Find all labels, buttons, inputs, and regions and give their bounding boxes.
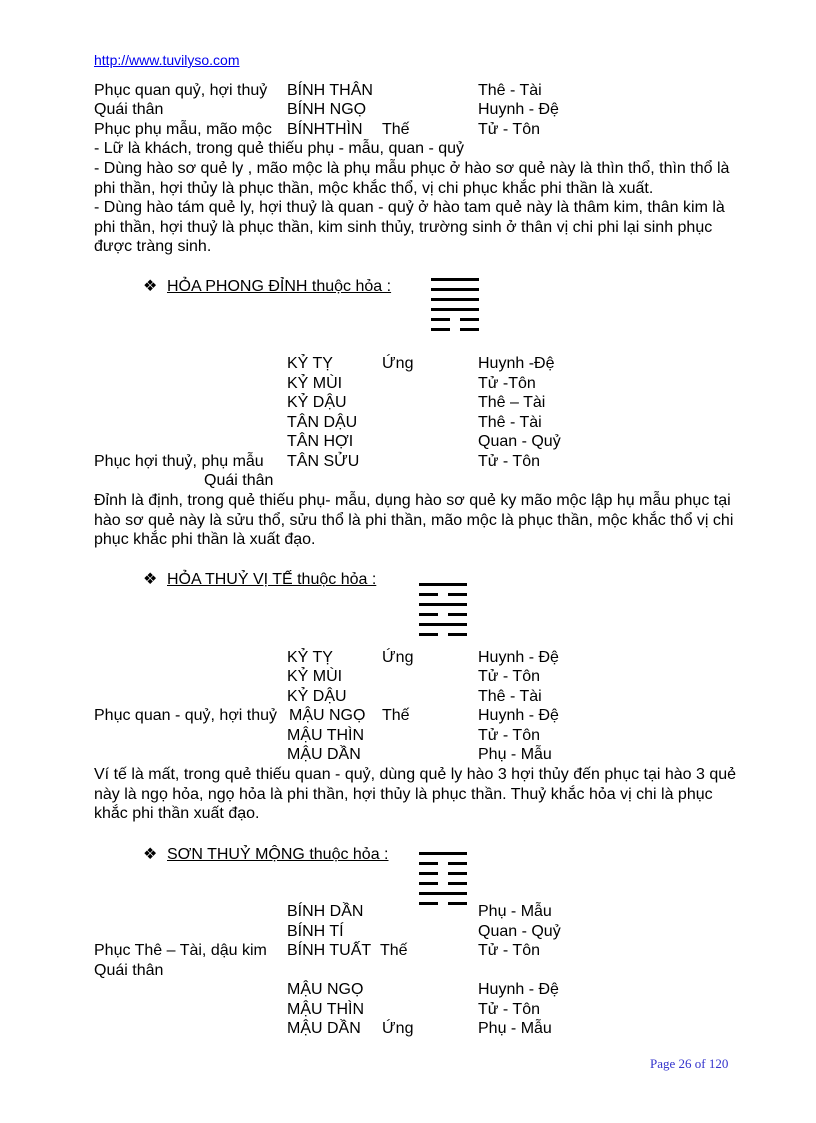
bullet-icon: ❖: [143, 846, 158, 863]
cell: Phục hợi thuỷ, phụ mẫu: [94, 453, 264, 470]
cell: Phục quan quỷ, hợi thuỷ: [94, 82, 268, 99]
cell: Huynh - Đệ: [478, 649, 559, 666]
cell: Thế: [382, 707, 410, 724]
cell: KỶ MÙI: [287, 668, 343, 685]
cell: Phục quan - quỷ, hợi thuỷ: [94, 707, 278, 724]
paragraph: Ví tế là mất, trong quẻ thiếu quan - quỷ, dùng quẻ ly hào 3 hợi thủy đến phục tại hào 3 quẻ này là ngọ hỏa, ngọ hỏa là phi thần, hợi thủy là phục thần. Thuỷ khắc hỏa vị chi là phục khắc phi thần xuất đạo.: [94, 766, 737, 822]
cell: Thế: [382, 121, 410, 138]
cell: Quái thân: [204, 472, 274, 489]
cell: TÂN DẬU: [287, 414, 358, 431]
cell: Huynh - Đệ: [478, 981, 559, 998]
cell: Phụ - Mẫu: [478, 1020, 552, 1037]
cell: Ứng: [382, 1020, 414, 1037]
section-heading: HỎA THUỶ VỊ TẾ thuộc hỏa :: [167, 571, 377, 588]
cell: MẬU DẦN: [287, 746, 361, 763]
cell: KỶ TỴ: [287, 355, 333, 372]
cell: Thê - Tài: [478, 82, 542, 99]
paragraph: - Dùng hào tám quẻ ly, hợi thuỷ là quan - quỷ ở hào tam quẻ này là thâm kim, thân kim là phi thần, hợi thuỷ là phục thần, kim sinh thủy, trường sinh ở thân vị chi phi lại sinh phục được tràng sinh.: [94, 199, 725, 255]
cell: Quái thân: [94, 101, 164, 118]
hexagram-icon: [431, 278, 479, 333]
cell: Thế: [380, 942, 408, 959]
cell: KỶ TỴ: [287, 649, 333, 666]
section-heading: HỎA PHONG ĐỈNH thuộc hỏa :: [167, 278, 392, 295]
paragraph: Đỉnh là định, trong quẻ thiếu phụ- mẫu, dụng hào sơ quẻ ky mão mộc lập hụ mẫu phục tại hào sơ quẻ này là sửu thổ, sửu thổ là phi thần, mão mộc là phục thần, mộc khắc thổ vị chi phục khắc phi thần là xuất đạo.: [94, 492, 734, 548]
cell: Phụ - Mẫu: [478, 746, 552, 763]
cell: Tử -Tôn: [478, 375, 536, 392]
cell: Thê – Tài: [478, 394, 546, 411]
cell: Tử - Tôn: [478, 121, 540, 138]
cell: Tử - Tôn: [478, 668, 540, 685]
bullet-icon: ❖: [143, 571, 158, 588]
cell: BÍNHTHÌN: [287, 121, 363, 138]
cell: BÍNH TUẤT: [287, 942, 372, 959]
cell: Phục phụ mẫu, mão mộc: [94, 121, 272, 138]
cell: Tử - Tôn: [478, 1001, 540, 1018]
cell: BÍNH TÍ: [287, 923, 344, 940]
cell: Huynh -Đệ: [478, 355, 555, 372]
cell: Quan - Quỷ: [478, 433, 561, 450]
cell: KỶ DẬU: [287, 688, 347, 705]
cell: BÍNH NGỌ: [287, 101, 367, 118]
bullet-icon: ❖: [143, 278, 158, 295]
cell: BÍNH THÂN: [287, 82, 373, 99]
cell: MẬU THÌN: [287, 727, 365, 744]
cell: Phụ - Mẫu: [478, 903, 552, 920]
page-number: Page 26 of 120: [650, 1056, 729, 1071]
cell: Huynh - Đệ: [478, 101, 559, 118]
cell: Tử - Tôn: [478, 453, 540, 470]
hexagram-icon: [419, 583, 467, 638]
paragraph: - Dùng hào sơ quẻ ly , mão mộc là phụ mẫu phục ở hào sơ quẻ này là thìn thổ, thìn thổ là phi thần, hợi thủy là phục thần, mộc khắc thổ, vị chi phục khắc phi thần là xuất.: [94, 160, 730, 197]
cell: MẬU DẦN: [287, 1020, 361, 1037]
header-link[interactable]: http://www.tuvilyso.com: [94, 52, 240, 68]
cell: BÍNH DẦN: [287, 903, 364, 920]
cell: Tử - Tôn: [478, 727, 540, 744]
cell: MẬU NGỌ: [287, 981, 364, 998]
cell: KỶ DẬU: [287, 394, 347, 411]
cell: MẬU THÌN: [287, 1001, 365, 1018]
cell: KỶ MÙI: [287, 375, 343, 392]
cell: Quan - Quỷ: [478, 923, 561, 940]
cell: Phục Thê – Tài, dậu kim: [94, 942, 267, 959]
cell: Tử - Tôn: [478, 942, 540, 959]
cell: Huynh - Đệ: [478, 707, 559, 724]
cell: TÂN SỬU: [287, 453, 360, 470]
cell: Thê - Tài: [478, 688, 542, 705]
section-heading: SƠN THUỶ MỘNG thuộc hỏa :: [167, 846, 389, 863]
cell: MẬU NGỌ: [289, 707, 366, 724]
cell: Thê - Tài: [478, 414, 542, 431]
cell: Quái thân: [94, 962, 164, 979]
paragraph: - Lữ là khách, trong quẻ thiếu phụ - mẫu, quan - quỷ: [94, 140, 465, 157]
cell: Ứng: [382, 355, 414, 372]
cell: TÂN HỢI: [287, 433, 354, 450]
cell: Ứng: [382, 649, 414, 666]
hexagram-icon: [419, 852, 467, 907]
